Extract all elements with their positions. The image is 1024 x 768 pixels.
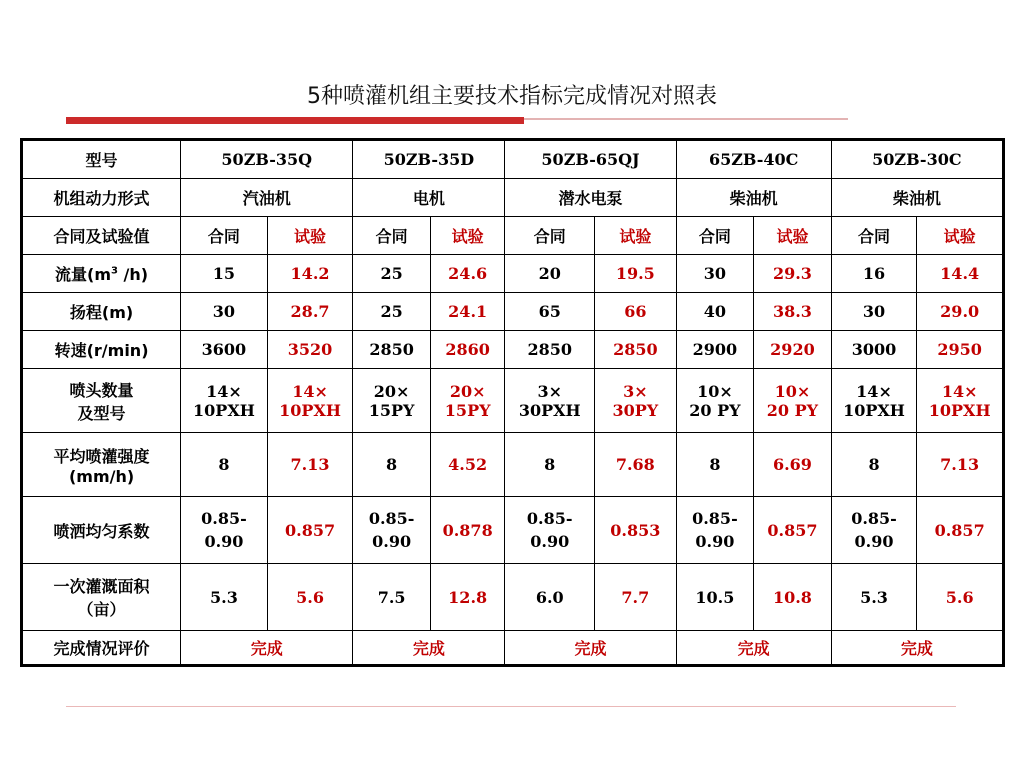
page-title: 5种喷灌机组主要技术指标完成情况对照表 (307, 84, 717, 109)
row-header-power: 机组动力形式 (22, 179, 181, 217)
contract-value-cell (353, 369, 431, 433)
test-value-cell (595, 369, 677, 433)
test-value-cell: 4.52 (430, 433, 505, 497)
test-value-cell: 7.13 (267, 433, 353, 497)
contract-value-cell (676, 497, 754, 564)
contract-value-cell: 5.3 (831, 564, 917, 631)
test-value-cell: 14.2 (267, 255, 353, 293)
contract-value-cell: 65 (505, 293, 595, 331)
cell-line: 0.90 (854, 532, 894, 551)
test-value-cell (267, 369, 353, 433)
table-body (22, 140, 1004, 666)
test-value-cell: 2950 (917, 331, 1004, 369)
row-header-model: 型号 (22, 140, 181, 179)
row-header-part: /h) (117, 265, 149, 284)
contract-value-cell: 40 (676, 293, 754, 331)
test-label-cell: 试验 (917, 217, 1004, 255)
cell-line: 及型号 (77, 403, 126, 423)
test-value-cell: 7.13 (917, 433, 1004, 497)
model-cell: 50ZB-65QJ (505, 140, 676, 179)
table-row-flow (22, 255, 1004, 293)
test-label-cell: 试验 (430, 217, 505, 255)
cell-line: 0.85- (368, 509, 415, 528)
cell-line: 15PY (368, 400, 415, 420)
contract-value-cell (831, 497, 917, 564)
cell-line: 20× (373, 381, 410, 401)
contract-value-cell: 25 (353, 255, 431, 293)
row-header-flow (22, 255, 181, 293)
test-value-cell: 29.0 (917, 293, 1004, 331)
cell-line: 30PXH (518, 400, 581, 420)
test-value-cell: 2920 (754, 331, 832, 369)
row-header-intensity (22, 433, 181, 497)
cell-line: 20× (449, 381, 486, 401)
test-value-cell: 10.8 (754, 564, 832, 631)
cell-line: 14× (206, 381, 242, 401)
cell-line: 10× (774, 381, 811, 401)
test-value-cell: 6.69 (754, 433, 832, 497)
test-value-cell: 24.1 (430, 293, 505, 331)
row-header-part: 3 (111, 265, 118, 277)
test-value-cell: 3520 (267, 331, 353, 369)
power-cell: 电机 (353, 179, 505, 217)
contract-label-cell: 合同 (676, 217, 754, 255)
contract-value-cell (505, 369, 595, 433)
contract-value-cell: 2900 (676, 331, 754, 369)
row-header-part: 流量(m (55, 265, 112, 284)
cell-line: 10PXH (279, 400, 341, 420)
cell-line: 0.85- (851, 509, 897, 528)
contract-value-cell: 8 (676, 433, 754, 497)
row-header-area (22, 564, 181, 631)
contract-value-cell: 20 (505, 255, 595, 293)
test-value-cell: 24.6 (430, 255, 505, 293)
test-label-cell: 试验 (754, 217, 832, 255)
contract-value-cell: 8 (505, 433, 595, 497)
test-value-cell: 66 (595, 293, 677, 331)
table-row-model (22, 140, 1004, 179)
cell-line: 10× (697, 381, 733, 401)
cell-line: （亩） (77, 600, 126, 619)
contract-value-cell: 2850 (353, 331, 431, 369)
table-row-contract-test (22, 217, 1004, 255)
test-value-cell: 5.6 (267, 564, 353, 631)
table-row-nozzle (22, 369, 1004, 433)
table-row-evaluation (22, 631, 1004, 666)
test-value-cell (917, 369, 1004, 433)
contract-value-cell: 3600 (181, 331, 268, 369)
contract-value-cell (831, 369, 917, 433)
contract-value-cell: 25 (353, 293, 431, 331)
cell-line: 3× (623, 381, 648, 401)
test-value-cell (430, 369, 505, 433)
cell-line: 3× (537, 381, 562, 401)
evaluation-cell: 完成 (353, 631, 505, 666)
contract-value-cell: 30 (676, 255, 754, 293)
contract-label-cell: 合同 (353, 217, 431, 255)
cell-line: 15PY (444, 400, 491, 420)
contract-value-cell (353, 497, 431, 564)
contract-value-cell: 5.3 (181, 564, 268, 631)
contract-value-cell (181, 497, 268, 564)
cell-line: 一次灌溉面积 (53, 577, 150, 596)
cell-line: 14× (941, 381, 978, 401)
row-header-speed: 转速(r/min) (22, 331, 181, 369)
table-row-area (22, 564, 1004, 631)
table-row-speed (22, 331, 1004, 369)
cell-line: 喷头数量 (69, 380, 134, 400)
contract-value-cell: 8 (831, 433, 917, 497)
contract-value-cell (181, 369, 268, 433)
cell-line: 0.85- (526, 509, 573, 528)
contract-value-cell: 8 (181, 433, 268, 497)
cell-line: 平均喷灌强度 (53, 446, 150, 466)
test-value-cell: 0.857 (267, 497, 353, 564)
test-value-cell: 19.5 (595, 255, 677, 293)
model-cell: 50ZB-35Q (181, 140, 353, 179)
test-value-cell: 0.857 (754, 497, 832, 564)
contract-value-cell: 10.5 (676, 564, 754, 631)
model-cell: 65ZB-40C (676, 140, 831, 179)
evaluation-cell: 完成 (505, 631, 676, 666)
table-row-intensity (22, 433, 1004, 497)
cell-line: 10PXH (193, 400, 255, 420)
table-row-uniformity (22, 497, 1004, 564)
test-value-cell: 29.3 (754, 255, 832, 293)
table-row-head (22, 293, 1004, 331)
power-cell: 潜水电泵 (505, 179, 676, 217)
table-row-power (22, 179, 1004, 217)
cell-line: 0.90 (204, 532, 244, 551)
cell-line: 0.90 (695, 532, 735, 551)
test-value-cell: 0.853 (595, 497, 677, 564)
cell-line: 10PXH (843, 400, 905, 420)
cell-line: 0.85- (692, 509, 738, 528)
contract-value-cell: 7.5 (353, 564, 431, 631)
test-value-cell: 7.68 (595, 433, 677, 497)
contract-value-cell (676, 369, 754, 433)
model-cell: 50ZB-35D (353, 140, 505, 179)
test-value-cell: 0.878 (430, 497, 505, 564)
cell-line: 30PY (612, 400, 659, 420)
cell-line: 20 PY (689, 400, 741, 420)
evaluation-cell: 完成 (831, 631, 1003, 666)
contract-value-cell: 15 (181, 255, 268, 293)
title-underline-accent (66, 117, 524, 124)
test-value-cell: 5.6 (917, 564, 1004, 631)
contract-label-cell: 合同 (831, 217, 917, 255)
cell-line: 20 PY (766, 400, 819, 420)
test-value-cell (754, 369, 832, 433)
test-value-cell: 38.3 (754, 293, 832, 331)
cell-line: 14× (856, 381, 892, 401)
footer-divider (66, 706, 956, 707)
cell-line: (mm/h) (68, 466, 135, 486)
contract-value-cell: 30 (831, 293, 917, 331)
model-cell: 50ZB-30C (831, 140, 1003, 179)
test-label-cell: 试验 (595, 217, 677, 255)
cell-line: 0.90 (530, 532, 570, 551)
row-header-head: 扬程(m) (22, 293, 181, 331)
test-value-cell: 0.857 (917, 497, 1004, 564)
contract-value-cell: 16 (831, 255, 917, 293)
contract-value-cell: 6.0 (505, 564, 595, 631)
cell-line: 0.90 (372, 532, 412, 551)
test-value-cell: 2850 (595, 331, 677, 369)
contract-value-cell: 30 (181, 293, 268, 331)
contract-label-cell: 合同 (181, 217, 268, 255)
contract-label-cell: 合同 (505, 217, 595, 255)
cell-line: 14× (292, 381, 328, 401)
test-value-cell: 7.7 (595, 564, 677, 631)
title-underline-thin (524, 118, 848, 120)
row-header-nozzle (22, 369, 181, 433)
evaluation-cell: 完成 (676, 631, 831, 666)
contract-value-cell: 2850 (505, 331, 595, 369)
row-header-evaluation: 完成情况评价 (22, 631, 181, 666)
contract-value-cell: 3000 (831, 331, 917, 369)
power-cell: 柴油机 (676, 179, 831, 217)
cell-line: 0.85- (201, 509, 247, 528)
test-value-cell: 12.8 (430, 564, 505, 631)
test-value-cell: 28.7 (267, 293, 353, 331)
test-value-cell: 2860 (430, 331, 505, 369)
test-value-cell: 14.4 (917, 255, 1004, 293)
spec-comparison-table (20, 138, 1005, 667)
row-header-contract-test: 合同及试验值 (22, 217, 181, 255)
contract-value-cell: 8 (353, 433, 431, 497)
test-label-cell: 试验 (267, 217, 353, 255)
power-cell: 汽油机 (181, 179, 353, 217)
contract-value-cell (505, 497, 595, 564)
cell-line: 10PXH (928, 400, 991, 420)
row-header-uniformity: 喷洒均匀系数 (22, 497, 181, 564)
power-cell: 柴油机 (831, 179, 1003, 217)
evaluation-cell: 完成 (181, 631, 353, 666)
